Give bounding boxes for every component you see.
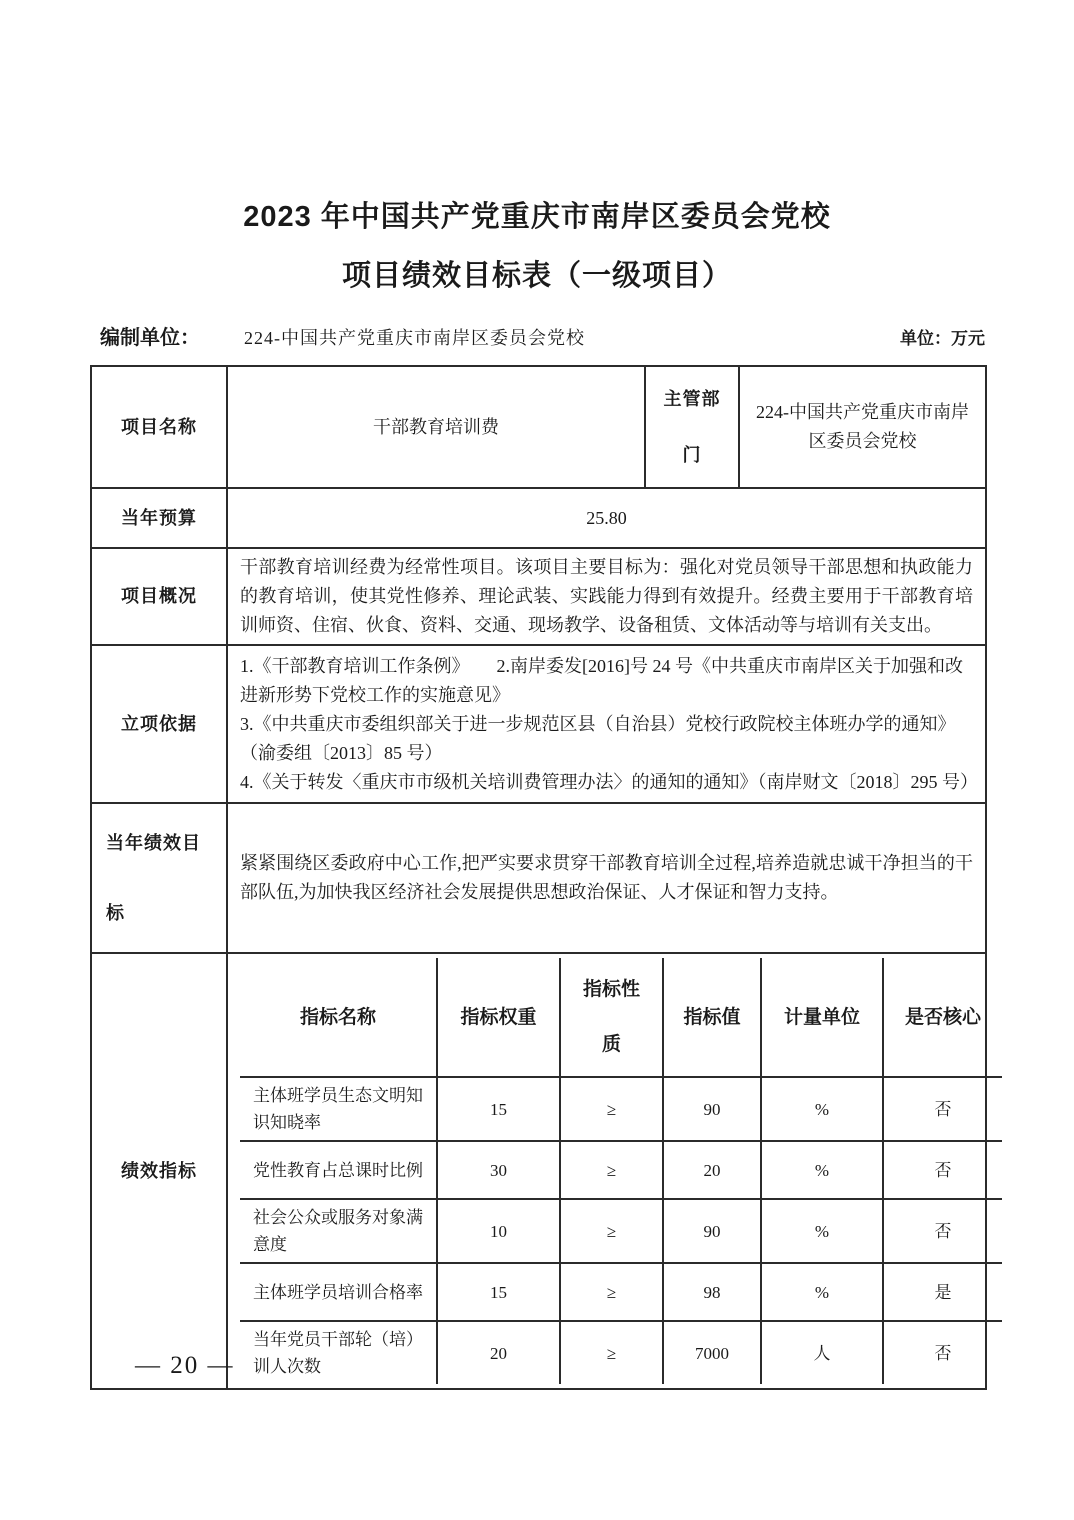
basis-label: 立项依据 [91, 645, 227, 803]
indicator-4-nature: ≥ [560, 1263, 663, 1321]
header-is-core: 是否核心 [883, 958, 1002, 1077]
header-indicator-value: 指标值 [663, 958, 761, 1077]
header-unit: 计量单位 [761, 958, 883, 1077]
indicator-3-nature: ≥ [560, 1199, 663, 1263]
basis-line-1: 1.《干部教育培训工作条例》 2.南岸委发[2016]号 24 号《中共重庆市南岸区关于加强和改进新形势下党校工作的实施意见》 [240, 655, 963, 705]
page-number: — 20 — [135, 1352, 235, 1379]
meta-row [100, 321, 985, 350]
indicator-4-core: 是 [883, 1263, 1002, 1321]
overview-text: 干部教育培训经费为经常性项目。该项目主要目标为：强化对党员领导干部思想和执政能力的教育培训，使其党性修养、理论武装、实践能力得到有效提升。经费主要用于干部教育培训师资、住宿、伙食、资料、交通、现场教学、设备租赁、文体活动等与培训有关支出。 [227, 548, 986, 645]
indicator-2-core: 否 [883, 1141, 1002, 1199]
goal-text: 紧紧围绕区委政府中心工作,把严实要求贯穿干部教育培训全过程,培养造就忠诚干净担当的干部队伍,为加快我区经济社会发展提供思想政治保证、人才保证和智力支持。 [227, 803, 986, 953]
indicator-3-weight: 10 [437, 1199, 560, 1263]
prepared-by-label: 编制单位： [100, 327, 200, 349]
indicator-1-nature: ≥ [560, 1077, 663, 1141]
row-indicators [91, 953, 986, 1389]
indicator-1-core: 否 [883, 1077, 1002, 1141]
row-goal [91, 803, 986, 953]
budget-value: 25.80 [227, 488, 986, 548]
document-title-line1: 2023 年中国共产党重庆市南岸区委员会党校 [243, 201, 831, 233]
indicator-1-value: 90 [663, 1077, 761, 1141]
dept-label [645, 366, 739, 488]
indicator-3-unit: % [761, 1199, 883, 1263]
indicator-5-weight: 20 [437, 1321, 560, 1384]
indicators-table [240, 958, 1002, 1384]
indicator-3-name: 社会公众或服务对象满意度 [240, 1199, 437, 1263]
indicator-2-unit: % [761, 1141, 883, 1199]
header-indicator-weight: 指标权重 [437, 958, 560, 1077]
indicator-4-name: 主体班学员培训合格率 [240, 1263, 437, 1321]
indicator-row-1 [240, 1077, 1002, 1141]
indicator-4-unit: % [761, 1263, 883, 1321]
header-indicator-nature [560, 958, 663, 1077]
row-overview [91, 548, 986, 645]
prepared-by-value: 224-中国共产党重庆市南岸区委员会党校 [244, 328, 585, 348]
budget-label: 当年预算 [91, 488, 227, 548]
dept-label-text: 主管部门 [663, 389, 721, 465]
indicator-3-value: 90 [663, 1199, 761, 1263]
overview-label: 项目概况 [91, 548, 227, 645]
indicator-3-core: 否 [883, 1199, 1002, 1263]
indicator-2-nature: ≥ [560, 1141, 663, 1199]
indicator-5-unit: 人 [761, 1321, 883, 1384]
project-name-label: 项目名称 [91, 366, 227, 488]
indicator-4-weight: 15 [437, 1263, 560, 1321]
indicators-subtable-cell [227, 953, 986, 1389]
dept-value: 224-中国共产党重庆市南岸区委员会党校 [739, 366, 986, 488]
basis-line-2: 3.《中共重庆市委组织部关于进一步规范区县（自治县）党校行政院校主体班办学的通知》（渝委组〔2013〕85 号） [240, 713, 956, 763]
indicator-5-name: 当年党员干部轮（培）训人次数 [240, 1321, 437, 1384]
row-budget [91, 488, 986, 548]
indicator-1-unit: % [761, 1077, 883, 1141]
indicators-header-row [240, 958, 1002, 1077]
indicator-5-nature: ≥ [560, 1321, 663, 1384]
unit-label: 单位：万元 [900, 329, 985, 348]
indicator-5-core: 否 [883, 1321, 1002, 1384]
indicator-2-weight: 30 [437, 1141, 560, 1199]
indicator-row-4 [240, 1263, 1002, 1321]
indicator-4-value: 98 [663, 1263, 761, 1321]
indicator-row-2 [240, 1141, 1002, 1199]
row-project-name [91, 366, 986, 488]
indicators-label: 绩效指标 [91, 953, 227, 1389]
row-basis [91, 645, 986, 803]
indicator-1-name: 主体班学员生态文明知识知晓率 [240, 1077, 437, 1141]
project-target-table [90, 365, 987, 1390]
basis-text [227, 645, 986, 803]
project-name-value: 干部教育培训费 [227, 366, 645, 488]
basis-line-3: 4.《关于转发〈重庆市市级机关培训费管理办法〉的通知的通知》（南岸财文〔2018〕295 号） [240, 771, 978, 792]
indicator-row-3 [240, 1199, 1002, 1263]
indicator-5-value: 7000 [663, 1321, 761, 1384]
indicator-2-value: 20 [663, 1141, 761, 1199]
document-title-line2: 项目绩效目标表（一级项目） [341, 260, 732, 292]
indicator-2-name: 党性教育占总课时比例 [240, 1141, 437, 1199]
header-indicator-nature-text: 指标性质 [582, 979, 640, 1055]
indicator-row-5 [240, 1321, 1002, 1384]
header-indicator-name: 指标名称 [240, 958, 437, 1077]
indicator-1-weight: 15 [437, 1077, 560, 1141]
goal-label: 当年绩效目标 [91, 803, 227, 953]
